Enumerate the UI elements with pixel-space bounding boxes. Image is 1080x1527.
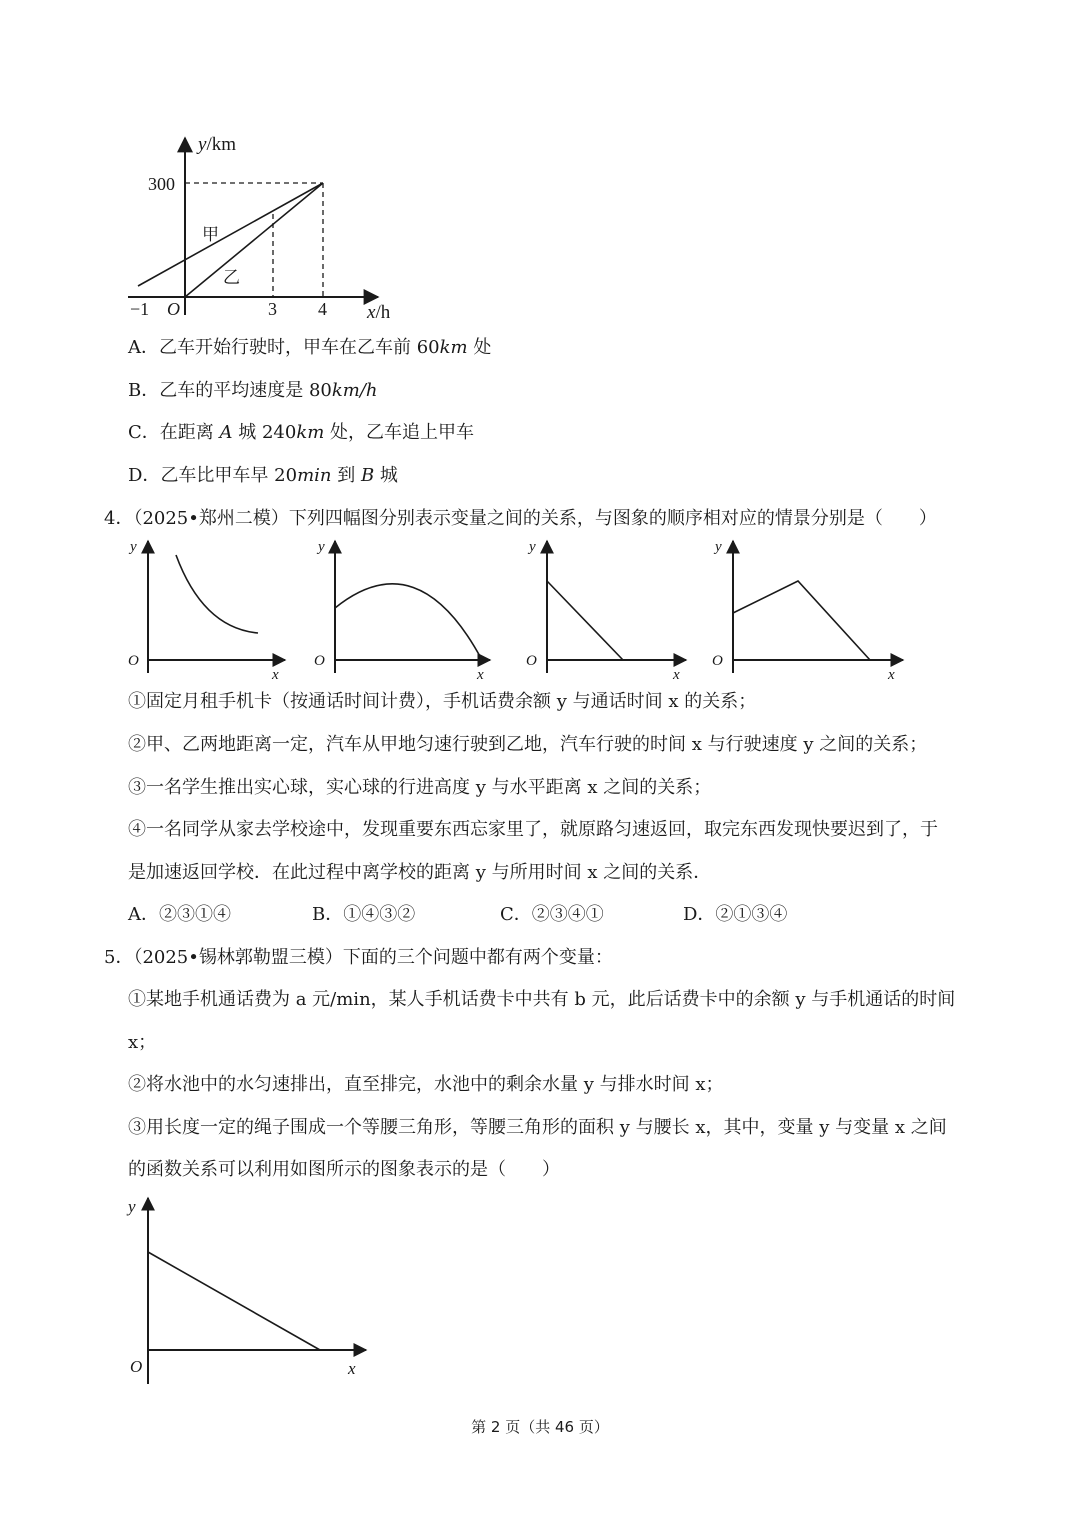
label-yi: 乙 [223,268,240,287]
svg-text:O: O [712,653,723,669]
svg-text:x: x [348,1359,356,1378]
graph-2 [314,539,490,683]
q5-line-1: ①某地手机通话费为 a 元/min，某人手机话费卡中共有 b 元，此后话费卡中的余额 y 与手机通话的时间 [128,989,956,1010]
q4-item-1: ①固定月租手机卡（按通话时间计费），手机话费余额 y 与通话时间 x 的关系； [128,691,757,712]
q4-option-d: D．②①③④ [683,904,788,925]
svg-text:O: O [526,653,537,669]
polyline-up-down [733,581,870,660]
svg-text:y: y [128,1197,136,1216]
svg-text:x: x [477,667,484,683]
q5-line-4: ③用长度一定的绳子围成一个等腰三角形，等腰三角形的面积 y 与腰长 x，其中，变量 y 与变量 x 之间 [128,1117,947,1138]
svg-text:x: x [888,667,895,683]
svg-text:y: y [529,539,536,555]
q4-stem: 4．（2025•郑州二模）下列四幅图分别表示变量之间的关系，与图象的顺序相对应的情景分别是（ ） [104,508,937,529]
svg-text:O: O [128,653,139,669]
x-tick-3: 3 [268,299,277,319]
line-decreasing [547,581,623,660]
x-tick-minus1: −1 [130,299,150,319]
graph-3 [526,539,686,683]
curve-hyperbola [176,555,258,633]
q4-option-b: B．①④③② [312,904,416,925]
q5-graph [120,1190,380,1390]
q3-option-d: D．乙车比甲车早 20min 到 B 城 [128,465,398,486]
svg-text:x: x [272,667,279,683]
q5-line-3: ②将水池中的水匀速排出，直至排完，水池中的剩余水量 y 与排水时间 x； [128,1074,724,1095]
line-decreasing [148,1252,320,1350]
svg-text:O: O [130,1357,143,1376]
q4-option-c: C．②③④① [500,904,604,925]
q3-option-b: B．乙车的平均速度是 80km/h [128,380,378,401]
graph-4 [712,539,903,683]
page-footer: 第 2 页（共 46 页） [471,1418,609,1436]
q3-option-a: A．乙车开始行驶时，甲车在乙车前 60km 处 [128,337,492,358]
svg-text:y: y [715,539,722,555]
q5-line-2: x； [128,1032,157,1053]
svg-text:O: O [314,653,325,669]
q4-item-2: ②甲、乙两地距离一定，汽车从甲地匀速行驶到乙地，汽车行驶的时间 x 与行驶速度 y 之间的关系； [128,734,928,755]
svg-text:y: y [130,539,137,555]
x-tick-4: 4 [318,299,327,319]
y-tick-300: 300 [148,174,175,194]
origin-label: O [167,299,180,319]
y-axis-label: y/km [198,134,236,155]
graph-1 [128,539,285,683]
q5-line-5: 的函数关系可以利用如图所示的图象表示的是（ ） [128,1159,560,1180]
label-jia: 甲 [202,225,219,244]
q4-option-a: A．②③①④ [128,904,231,925]
q4-item-4-cont: 是加速返回学校．在此过程中离学校的距离 y 与所用时间 x 之间的关系． [128,862,712,883]
q5-stem: 5．（2025•锡林郭勒盟三模）下面的三个问题中都有两个变量： [104,947,613,968]
x-axis-label: x/h [367,302,391,323]
svg-text:y: y [318,539,325,555]
q4-item-4: ④一名同学从家去学校途中，发现重要东西忘家里了，就原路匀速返回，取完东西发现快要迟到了，于 [128,819,938,840]
distance-time-graph [120,130,410,325]
svg-text:x: x [673,667,680,683]
q4-graphs [118,533,918,683]
q3-option-c: C．在距离 A 城 240km 处，乙车追上甲车 [128,422,475,443]
q4-item-3: ③一名学生推出实心球，实心球的行进高度 y 与水平距离 x 之间的关系； [128,777,712,798]
curve-parabola [335,584,482,660]
